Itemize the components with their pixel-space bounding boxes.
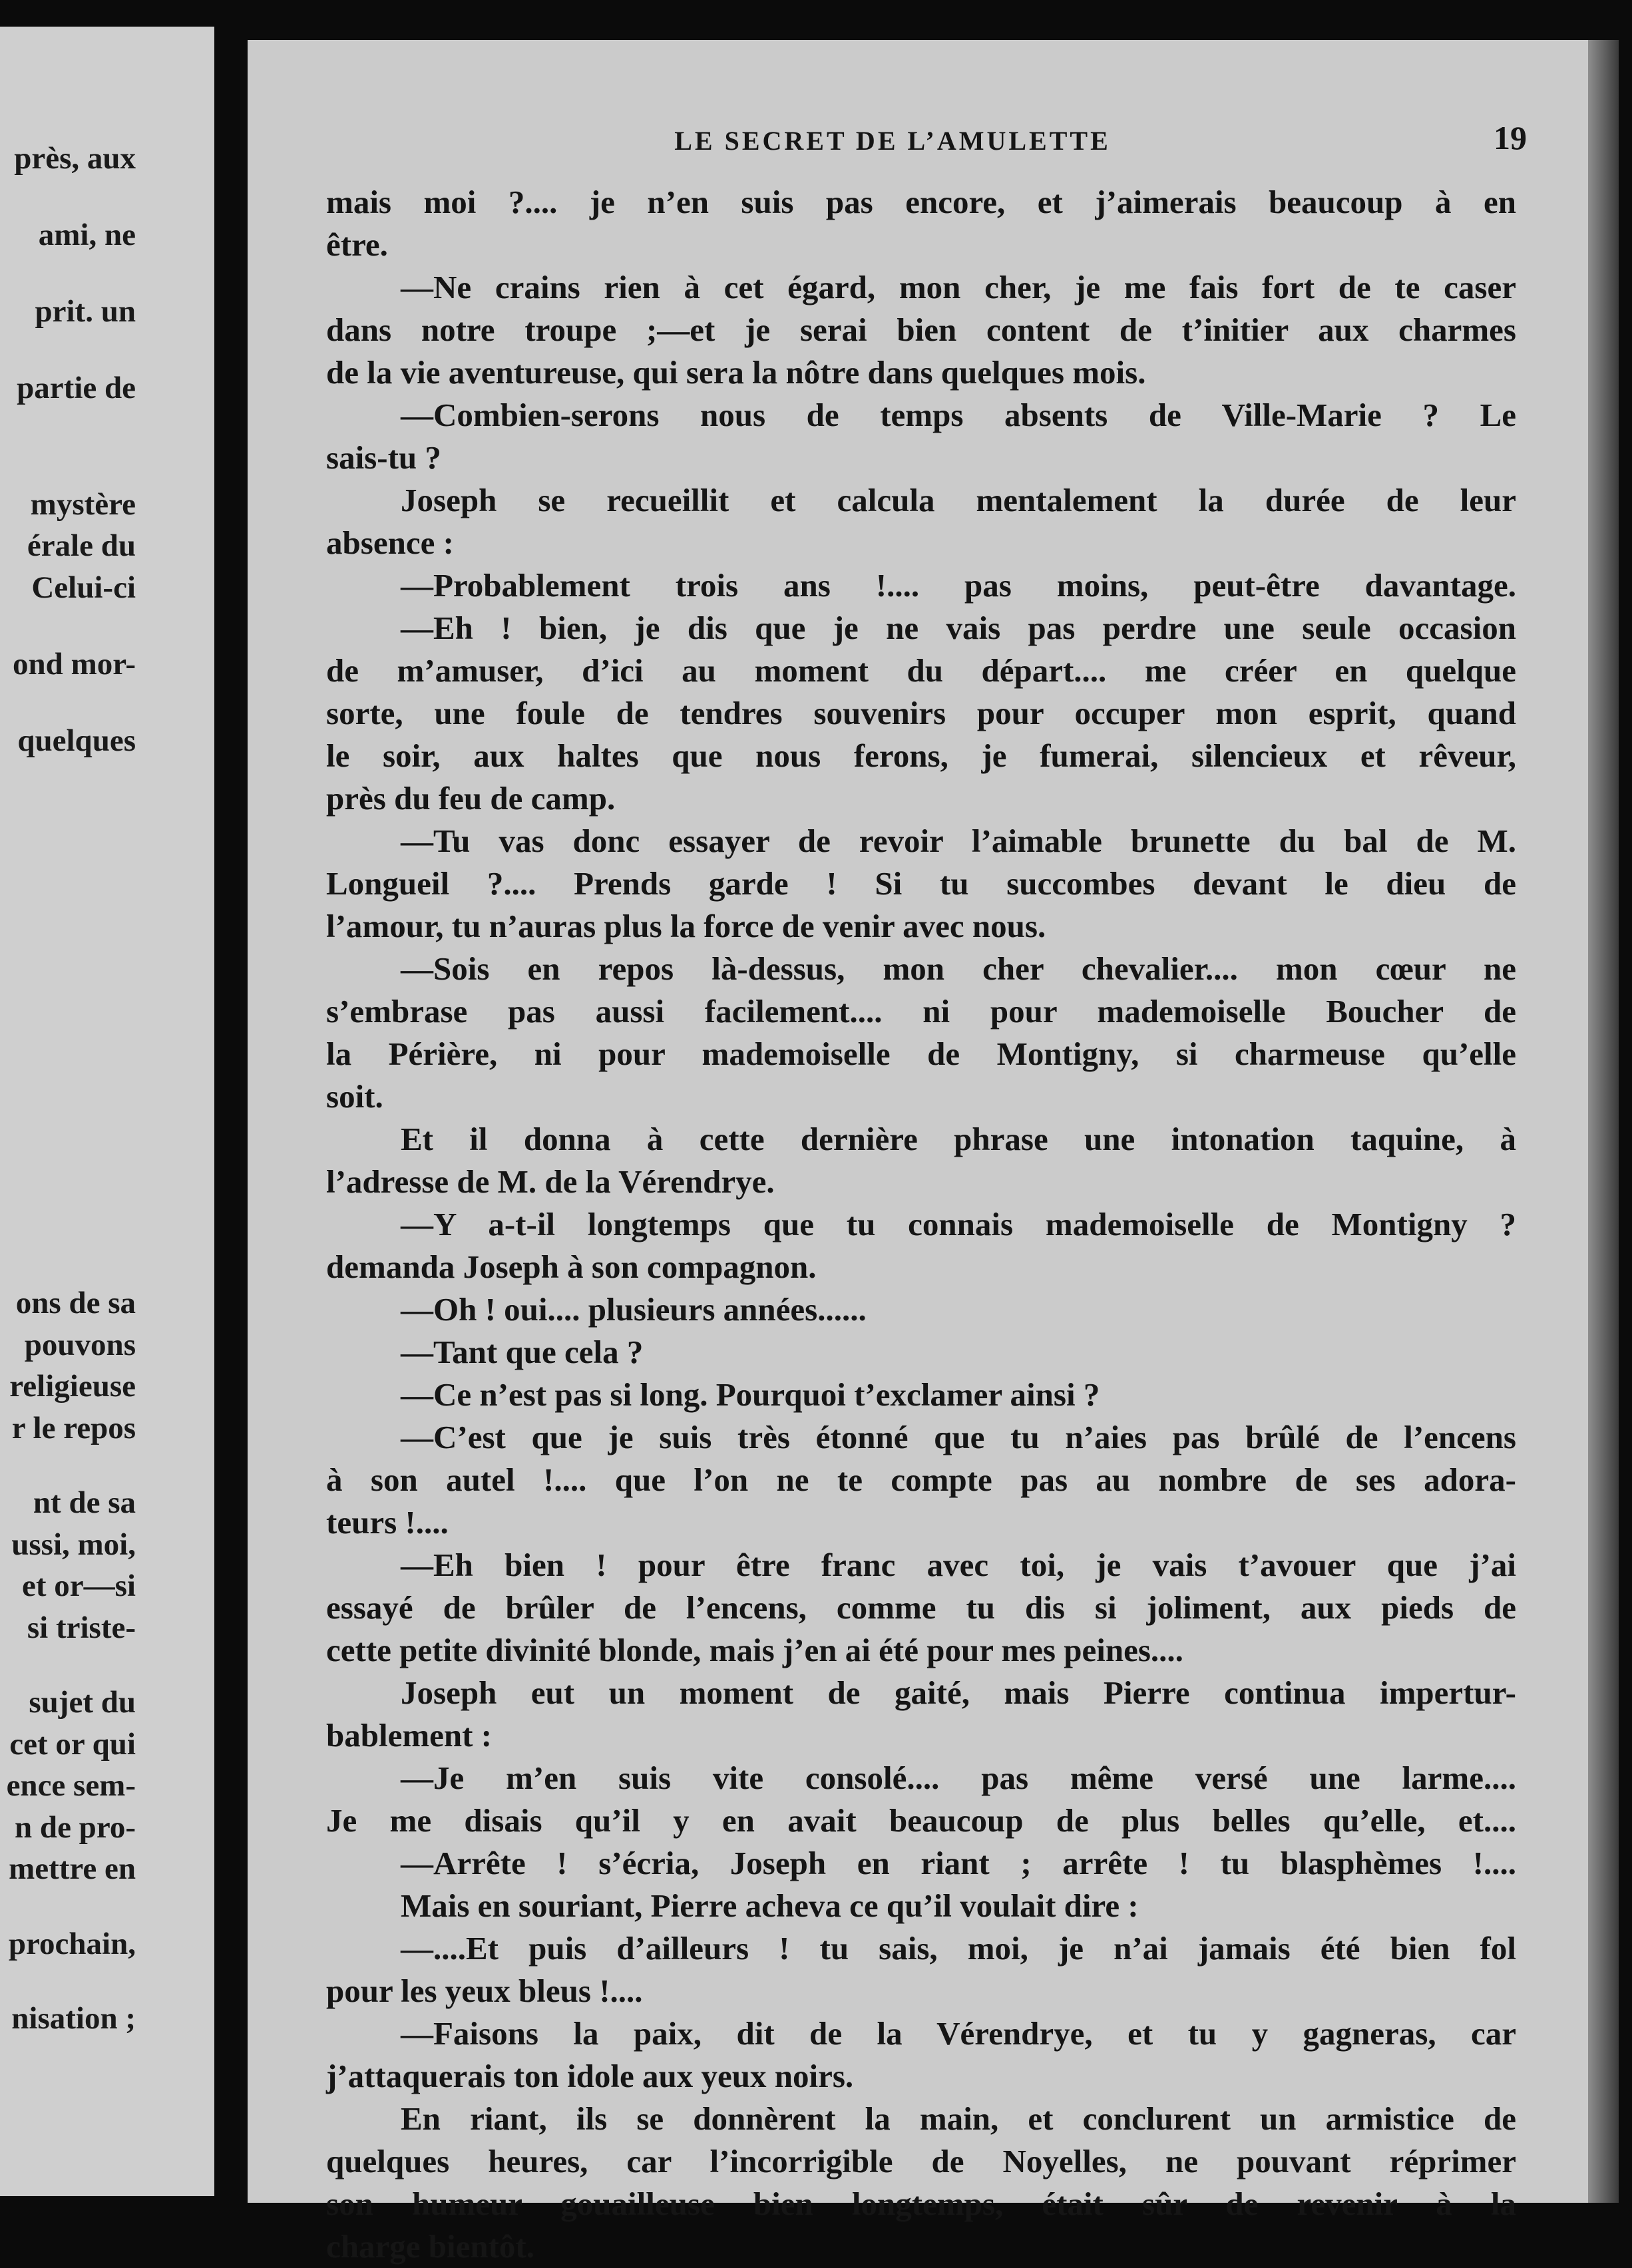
text-line: son humeur gouailleuse bien longtemps, était sûr de revenir à la — [326, 2185, 1516, 2222]
running-title: LE SECRET DE L’AMULETTE — [674, 126, 1111, 156]
text-line: charge bientôt. — [326, 2228, 534, 2265]
facing-page-line: près, aux — [14, 141, 136, 176]
facing-page-line: mystère — [30, 487, 136, 522]
facing-page-line: ond mor- — [13, 647, 136, 681]
text-line: de la vie aventureuse, qui sera la nôtre dans quelques mois. — [326, 354, 1146, 391]
text-line: —Tant que cela ? — [401, 1334, 644, 1370]
text-line: Longueil ?.... Prends garde ! Si tu succombes devant le dieu de — [326, 865, 1516, 902]
facing-page-line: ons de sa — [15, 1286, 136, 1320]
text-line: de m’amuser, d’ici au moment du départ.... me créer en quelque — [326, 652, 1516, 689]
facing-page-line: prit. un — [35, 294, 136, 329]
text-line: essayé de brûler de l’encens, comme tu dis si joliment, aux pieds de — [326, 1589, 1516, 1626]
text-line: —Eh ! bien, je dis que je ne vais pas perdre une seule occasion — [401, 610, 1516, 646]
text-line: teurs !.... — [326, 1504, 449, 1541]
text-line: —Y a-t-il longtemps que tu connais mademoiselle de Montigny ? — [401, 1206, 1516, 1242]
facing-page-line: ussi, moi, — [11, 1527, 136, 1562]
text-line: Et il donna à cette dernière phrase une intonation taquine, à — [401, 1121, 1516, 1157]
text-line: —Faisons la paix, dit de la Vérendrye, et tu y gagneras, car — [401, 2015, 1516, 2052]
text-line: à son autel !.... que l’on ne te compte pas au nombre de ses adora- — [326, 1461, 1516, 1498]
text-line: s’embrase pas aussi facilement.... ni pour mademoiselle Boucher de — [326, 993, 1516, 1030]
facing-page-line: nt de sa — [33, 1485, 136, 1520]
facing-page-line: et or—si — [22, 1569, 136, 1603]
text-line: dans notre troupe ;—et je serai bien content de t’initier aux charmes — [326, 311, 1516, 348]
text-line: Je me disais qu’il y en avait beaucoup de plus belles qu’elle, et.... — [326, 1802, 1516, 1839]
facing-page-line: nisation ; — [11, 2001, 136, 2036]
text-line: j’attaquerais ton idole aux yeux noirs. — [326, 2058, 854, 2094]
body-text — [326, 181, 1516, 2268]
facing-page-line: prochain, — [8, 1927, 136, 1961]
page-number: 19 — [1494, 119, 1527, 156]
text-line: bablement : — [326, 1717, 493, 1754]
text-line: —Je m’en suis vite consolé.... pas même versé une larme.... — [401, 1760, 1516, 1796]
text-line: être. — [326, 226, 388, 263]
facing-page-line: pouvons — [24, 1328, 136, 1362]
text-line: —Probablement trois ans !.... pas moins, peut-être davantage. — [401, 567, 1516, 604]
text-line: Mais en souriant, Pierre acheva ce qu’il voulait dire : — [401, 1887, 1139, 1924]
text-line: l’amour, tu n’auras plus la force de venir avec nous. — [326, 908, 1046, 944]
text-line: soit. — [326, 1078, 383, 1115]
text-line: cette petite divinité blonde, mais j’en ai été pour mes peines.... — [326, 1632, 1183, 1668]
text-line: —Combien-serons nous de temps absents de Ville-Marie ? Le — [401, 397, 1516, 433]
text-line: En riant, ils se donnèrent la main, et conclurent un armistice de — [401, 2100, 1516, 2137]
text-line: sorte, une foule de tendres souvenirs pour occuper mon esprit, quand — [326, 695, 1516, 731]
facing-page-line: cet or qui — [9, 1727, 136, 1762]
text-line: mais moi ?.... je n’en suis pas encore, et j’aimerais beaucoup à en — [326, 184, 1516, 220]
facing-page-line: r le repos — [11, 1411, 136, 1445]
facing-page-line: sujet du — [29, 1685, 136, 1720]
facing-page-line: si triste- — [27, 1610, 136, 1645]
facing-page-line: n de pro- — [15, 1810, 136, 1845]
text-line: demanda Joseph à son compagnon. — [326, 1248, 817, 1285]
book-page — [248, 40, 1619, 2265]
text-line: près du feu de camp. — [326, 780, 616, 817]
facing-page-line: érale du — [27, 528, 136, 563]
text-line: absence : — [326, 524, 454, 561]
text-line: —Eh bien ! pour être franc avec toi, je vais t’avouer que j’ai — [401, 1547, 1516, 1583]
text-line: la Périère, ni pour mademoiselle de Montigny, si charmeuse qu’elle — [326, 1036, 1516, 1072]
text-line: —Arrête ! s’écria, Joseph en riant ; arrête ! tu blasphèmes !.... — [401, 1845, 1516, 1881]
text-line: —Oh ! oui.... plusieurs années...... — [401, 1291, 867, 1328]
facing-page-line: quelques — [17, 723, 136, 758]
facing-page-line: partie de — [17, 371, 136, 405]
text-line: —Tu vas donc essayer de revoir l’aimable brunette du bal de M. — [401, 823, 1516, 859]
text-line: sais-tu ? — [326, 439, 441, 476]
text-line: —Sois en repos là-dessus, mon cher chevalier.... mon cœur ne — [401, 950, 1516, 987]
text-line: l’adresse de M. de la Vérendrye. — [326, 1163, 775, 1200]
text-line: —Ce n’est pas si long. Pourquoi t’exclamer ainsi ? — [401, 1376, 1100, 1413]
page-edge-shadow — [1588, 40, 1619, 2203]
facing-page-fragment — [0, 27, 214, 2196]
text-line: quelques heures, car l’incorrigible de Noyelles, ne pouvant réprimer — [326, 2143, 1516, 2179]
facing-page-line: mettre en — [9, 1851, 136, 1886]
text-line: le soir, aux haltes que nous ferons, je fumerai, silencieux et rêveur, — [326, 737, 1516, 774]
facing-page-line: Celui-ci — [31, 570, 136, 605]
facing-page-line: religieuse — [9, 1369, 136, 1404]
text-line: —C’est que je suis très étonné que tu n’aies pas brûlé de l’encens — [401, 1419, 1516, 1455]
text-line: —Ne crains rien à cet égard, mon cher, je me fais fort de te caser — [401, 269, 1516, 305]
text-line: Joseph eut un moment de gaité, mais Pierre continua impertur- — [401, 1674, 1516, 1711]
text-line: pour les yeux bleus !.... — [326, 1973, 643, 2009]
facing-page-line: ami, ne — [38, 218, 136, 252]
facing-page-line: ence sem- — [6, 1768, 136, 1803]
text-line: —....Et puis d’ailleurs ! tu sais, moi, je n’ai jamais été bien fol — [401, 1930, 1516, 1967]
text-line: Joseph se recueillit et calcula mentalement la durée de leur — [401, 482, 1516, 518]
